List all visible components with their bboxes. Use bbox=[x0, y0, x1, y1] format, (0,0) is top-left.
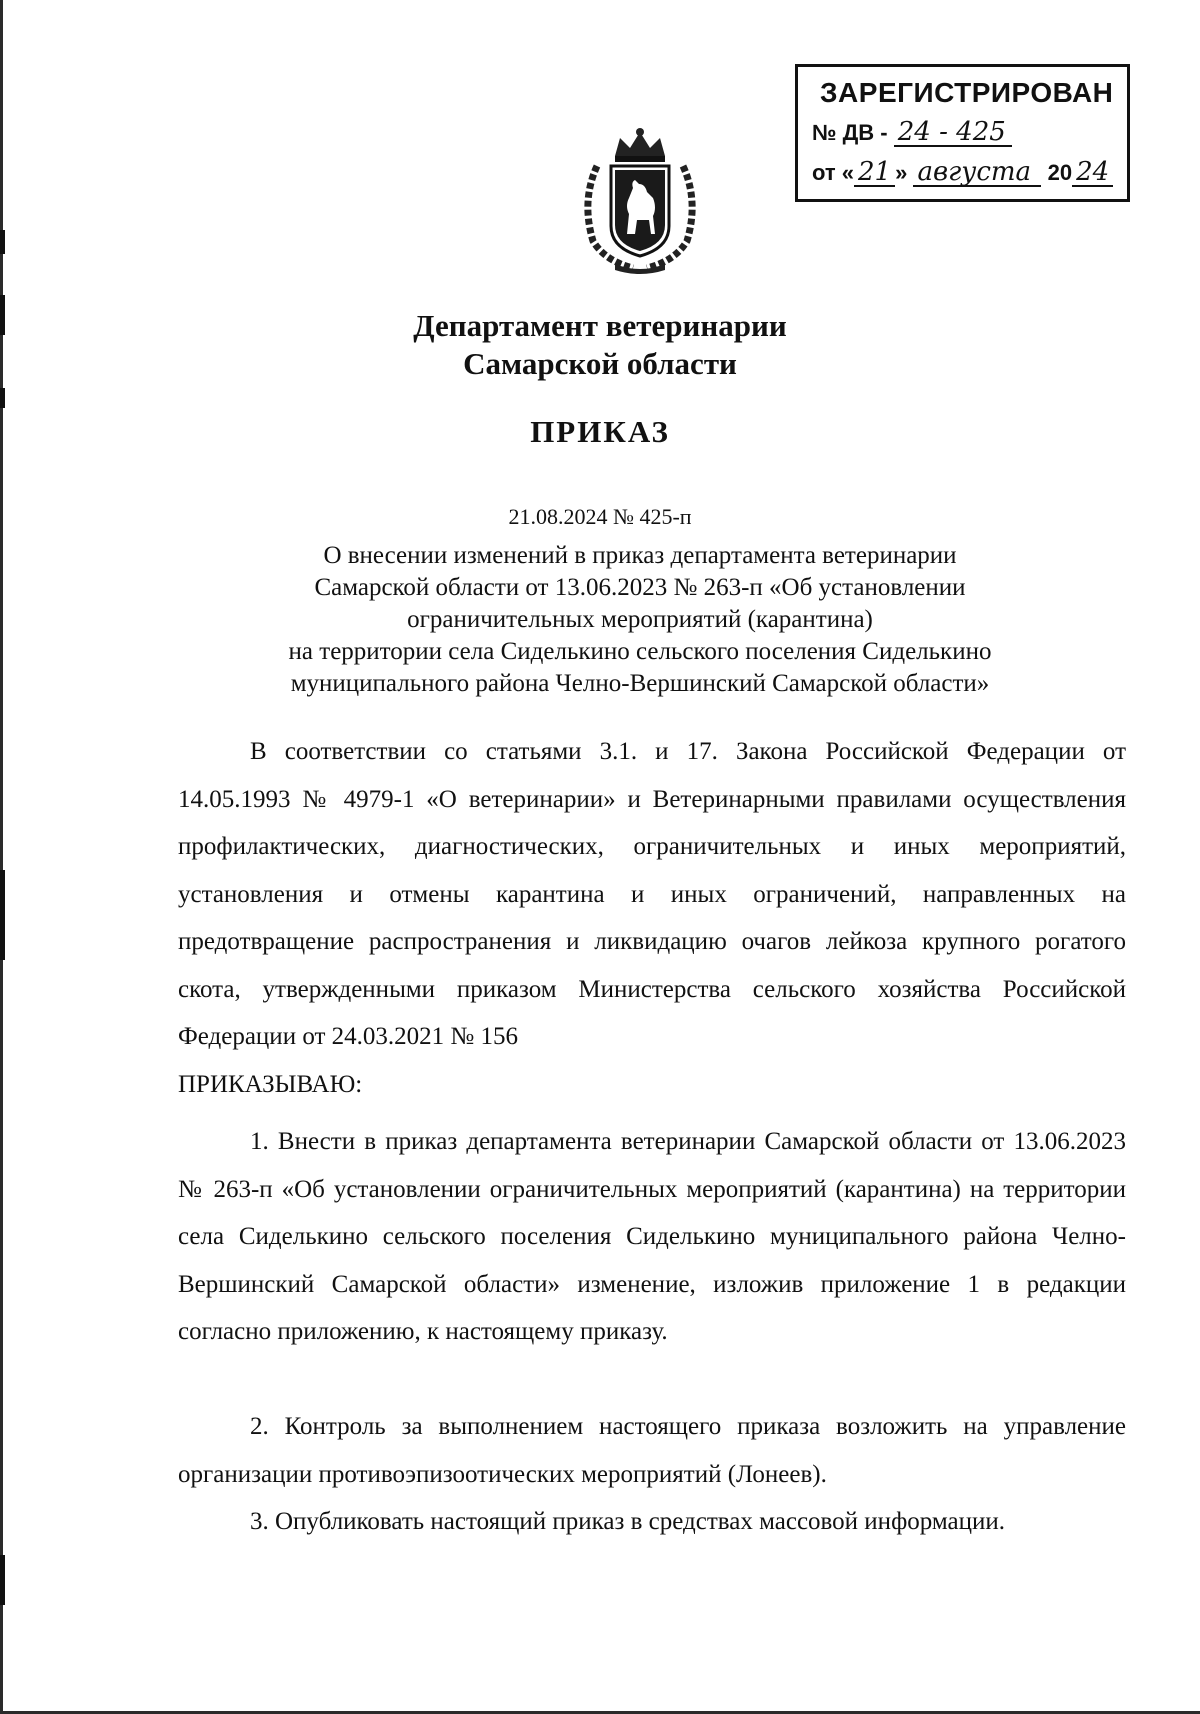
directive-word: ПРИКАЗЫВАЮ: bbox=[178, 1070, 363, 1098]
stamp-date-line bbox=[812, 159, 1113, 187]
scan-edge-mark bbox=[0, 870, 5, 960]
stamp-title: ЗАРЕГИСТРИРОВАН bbox=[820, 77, 1114, 108]
scan-edge-mark bbox=[0, 230, 5, 254]
scan-left-edge bbox=[0, 0, 3, 1714]
subject-line: Самарской области от 13.06.2023 № 263-п «Об установлении bbox=[314, 574, 966, 601]
stamp-date-mid: » bbox=[895, 160, 908, 185]
stamp-date-year-suffix: 24 bbox=[1072, 159, 1113, 187]
department-name-line1: Департамент ветеринарии bbox=[413, 308, 787, 343]
subject-line: ограничительных мероприятий (карантина) bbox=[407, 606, 873, 633]
order-item-text: 3. Опубликовать настоящий приказ в средствах массовой информации. bbox=[250, 1508, 1006, 1535]
registration-stamp bbox=[795, 64, 1130, 202]
stamp-number-handwritten: 24 - 425 bbox=[894, 119, 1012, 147]
scan-edge-mark bbox=[0, 388, 5, 408]
subject-line: муниципального района Челно-Вершинский Самарской области» bbox=[290, 670, 990, 697]
order-date-number: 21.08.2024 № 425-п bbox=[508, 504, 692, 529]
preamble-block bbox=[178, 728, 1126, 1108]
subject-line: на территории села Сиделькино сельского поселения Сиделькино bbox=[288, 638, 992, 665]
order-item-text: 2. Контроль за выполнением настоящего приказа возложить на управление организации противоэпизоотических мероприятий (Лонеев). bbox=[178, 1413, 1126, 1488]
order-item-2 bbox=[178, 1403, 1126, 1498]
order-item-3 bbox=[178, 1498, 1126, 1546]
department-name-line2: Самарской области bbox=[463, 346, 737, 381]
stamp-date-month: августа bbox=[913, 159, 1041, 187]
stamp-number-line bbox=[812, 119, 1012, 147]
stamp-date-prefix: от « bbox=[812, 160, 855, 185]
order-subject bbox=[190, 540, 1090, 700]
subject-line: О внесении изменений в приказ департамента ветеринарии bbox=[323, 542, 957, 569]
stamp-number-label: № ДВ - bbox=[812, 120, 888, 145]
order-item-1 bbox=[178, 1118, 1126, 1356]
document-type-title: ПРИКАЗ bbox=[530, 414, 670, 449]
stamp-date-day: 21 bbox=[854, 159, 895, 187]
samara-coat-of-arms-icon bbox=[575, 126, 705, 276]
order-item-text: 1. Внести в приказ департамента ветеринарии Самарской области от 13.06.2023 № 263-п «Об установлении ограничительных мероприятий (карантина) на территории села Сиделькино сельского поселения Сиделькино муниципального района Челно-Вершинский Самарской области» изменение, изложив приложение 1 в редакции согласно приложению, к настоящему приказу. bbox=[178, 1128, 1126, 1345]
scan-edge-mark bbox=[0, 1555, 5, 1605]
stamp-date-year-prefix: 20 bbox=[1047, 160, 1073, 185]
preamble-paragraph: В соответствии со статьями 3.1. и 17. Закона Российской Федерации от 14.05.1993 № 4979-1 «О ветеринарии» и Ветеринарными правилами осуществления профилактических, диагностических, ограничительных и иных мероприятий, установления и отмены карантина и иных ограничений, направленных на предотвращение распространения и ликвидацию очагов лейкоза крупного рогатого скота, утвержденными приказом Министерства сельского хозяйства Российской Федерации от 24.03.2021 № 156 bbox=[178, 738, 1126, 1050]
